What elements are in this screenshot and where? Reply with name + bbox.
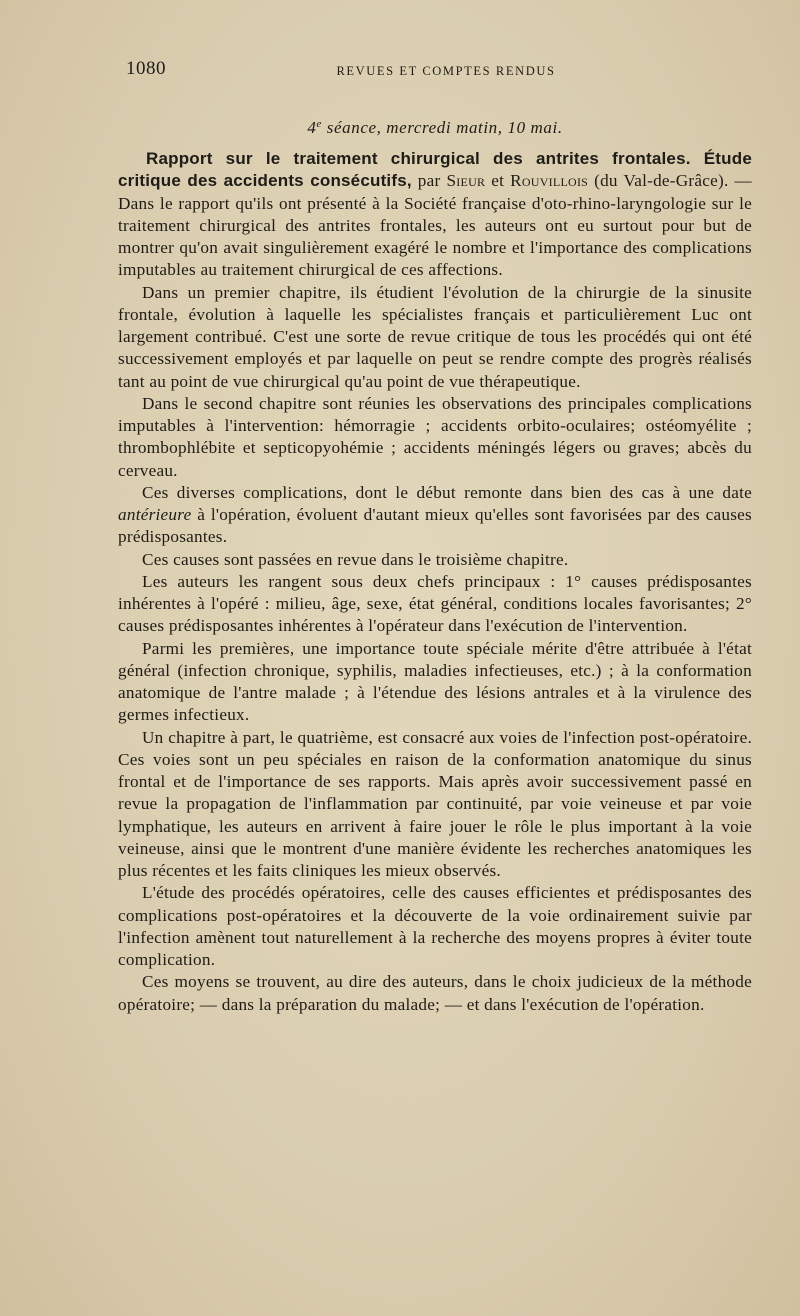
report-paragraph	[118, 148, 752, 282]
report-intro: (du Val-de-Grâce). — Dans le rapport qu'ils ont présenté à la Société française d'oto-rhino-laryngologie sur le traitement chirurgical des antrites frontales, les auteurs ont eu surtout pour but de montrer qu'on avait singulièrement exagéré le nombre et l'importance des complications imputables au traitement chirurgical de ces affections.	[118, 171, 752, 280]
paragraph: Dans un premier chapitre, ils étudient l'évolution de la chirurgie de la sinusite frontale, évolution à laquelle les spécialistes français et particulièrement Luc ont largement contribué. C'est une sorte de revue critique de tous les procédés qui ont été successivement employés et par laquelle on peut se rendre compte des progrès réalisés tant au point de vue chirurgical qu'au point de vue thérapeutique.	[118, 282, 752, 391]
session-number: 4	[307, 118, 317, 137]
paragraph: Un chapitre à part, le quatrième, est consacré aux voies de l'infection post-opératoire. Ces voies sont un peu spéciales en raison de la conformation anatomique du sinus frontal et de l'importance de ses rapports. Mais après avoir successivement passé en revue la propagation de l'inflammation par continuité, par voie veineuse et par voie lymphatique, les auteurs en arrivent à faire jouer le rôle le plus important à la voie veineuse, ainsi que le montrent d'une manière évidente les recherches anatomiques les plus récentes et les faits cliniques les mieux observés.	[118, 727, 752, 880]
page-header	[126, 58, 766, 88]
emphasis-text: antérieure	[118, 505, 192, 524]
paragraph: Les auteurs les rangent sous deux chefs principaux : 1° causes prédisposantes inhérentes à l'opéré : milieu, âge, sexe, état général, conditions locales favorisantes; 2° causes prédisposantes inhérentes à l'opérateur dans l'exécution de l'intervention.	[118, 571, 752, 636]
paragraph-text: Ces diverses complications, dont le début remonte dans bien des cas à une date	[142, 482, 752, 502]
paragraph: Ces causes sont passées en revue dans le troisième chapitre.	[142, 549, 569, 569]
paragraph: Ces moyens se trouvent, au dire des auteurs, dans le choix judicieux de la méthode opératoire; — dans la préparation du malade; — et dans l'exécution de l'opération.	[118, 972, 752, 1014]
paragraph: Parmi les premières, une importance toute spéciale mérite d'être attribuée à l'état général (infection chronique, syphilis, maladies infectieuses, etc.) ; à la conformation anatomique de l'antre malade ; à l'étendue des lésions antrales et à la virulence des germes infectieux.	[118, 638, 752, 725]
author-name: Rouvillois	[510, 171, 589, 191]
article-body	[118, 148, 752, 1016]
session-ordinal-suffix: e	[316, 118, 322, 130]
paragraph-text: à l'opération, évoluent d'autant mieux qu'elles sont favorisées par des causes prédisposantes.	[118, 505, 752, 547]
report-title: Rapport sur le traitement chirurgical des antrites frontales. Étude critique des accidents consécutifs,	[118, 149, 752, 191]
author-name: Sieur	[446, 171, 486, 191]
running-title: REVUES ET COMPTES RENDUS	[336, 64, 556, 78]
report-and: et	[485, 171, 511, 191]
paragraph	[118, 482, 752, 549]
paragraph: L'étude des procédés opératoires, celle des causes efficientes et prédisposantes des complications post-opératoires et la découverte de la voie ordinairement suivie par l'infection amènent tout naturellement à la recherche des moyens propres à éviter toute complication.	[118, 883, 752, 969]
report-by: par	[411, 171, 447, 191]
page-number: 1080	[126, 58, 166, 79]
session-text: séance, mercredi matin, 10 mai.	[321, 118, 563, 137]
paragraph: Dans le second chapitre sont réunies les observations des principales complications imputables à l'intervention: hémorragie ; accidents orbito-oculaires; ostéomyélite ; thrombophlébite et septicopyohémie ; accidents méningés légers ou graves; abcès du cerveau.	[118, 393, 752, 480]
session-title	[118, 118, 752, 138]
